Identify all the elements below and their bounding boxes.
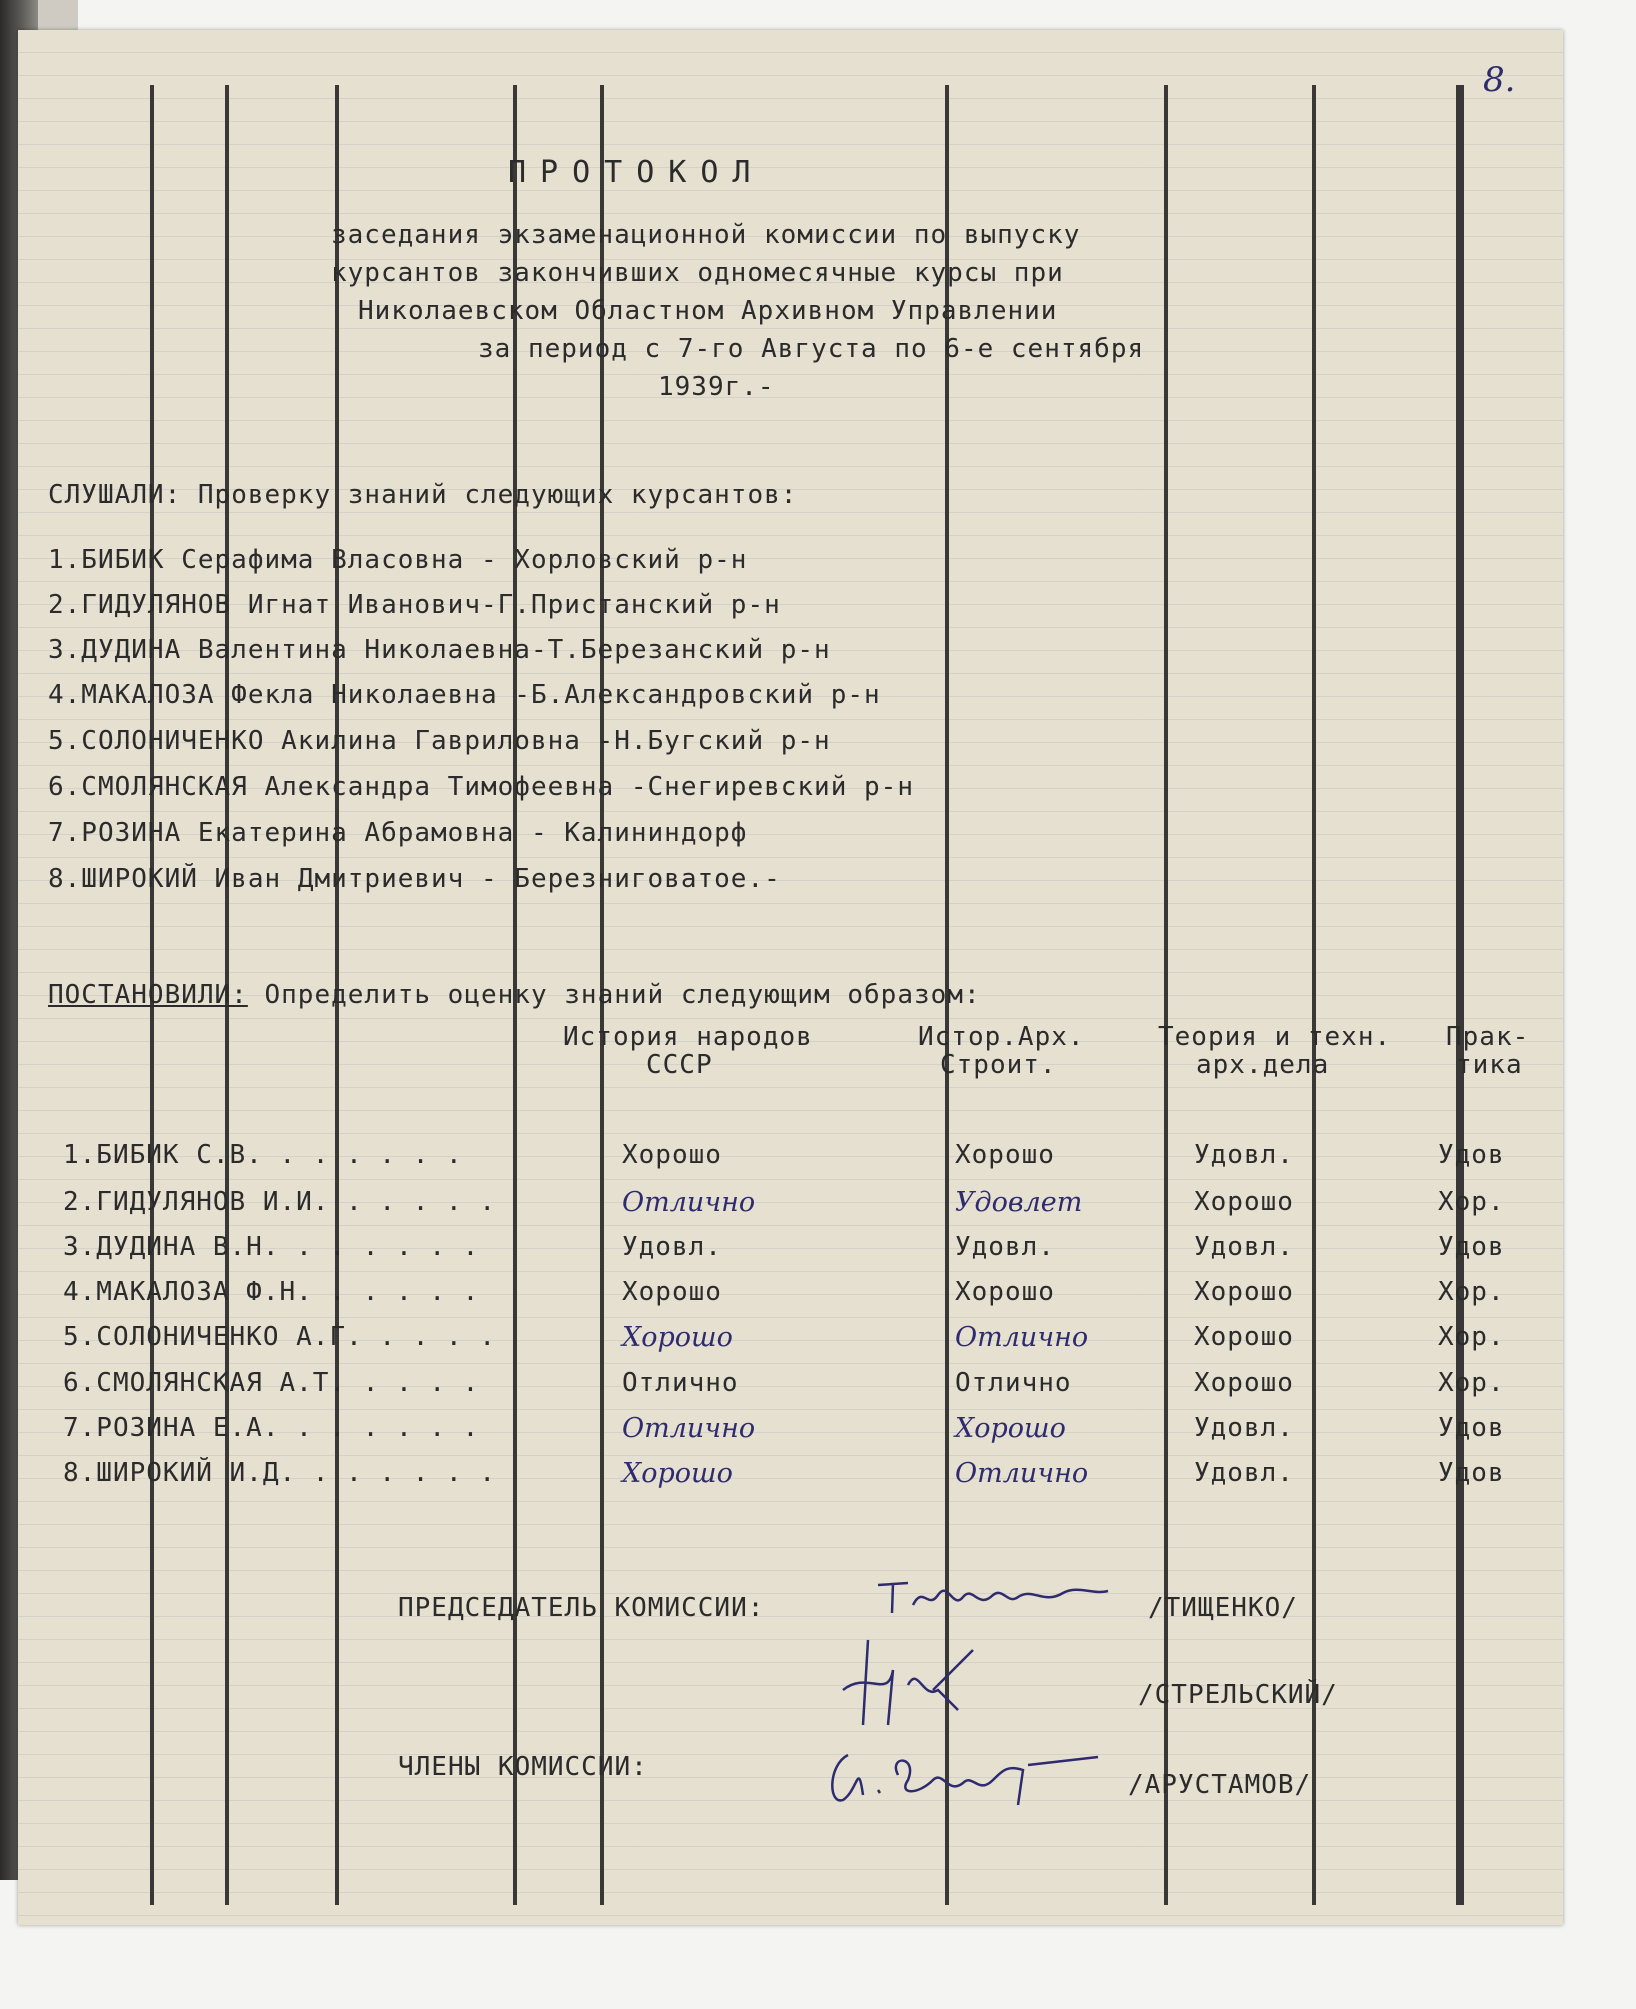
- grade-row-name: 7.РОЗИНА Е.А. . . . . . .: [63, 1413, 480, 1443]
- ruled-line: [1456, 85, 1464, 1905]
- grade-row-name: 6.СМОЛЯНСКАЯ А.Т. . . . .: [63, 1368, 480, 1398]
- grade-row-name: 1.БИБИК С.В. . . . . . .: [63, 1140, 463, 1170]
- column-header: Прак-: [1446, 1022, 1530, 1052]
- subtitle-line: курсантов закончивших одномесячные курсы при: [331, 258, 1064, 288]
- grade-practice: Хор.: [1438, 1277, 1505, 1307]
- grade-archive-building: Удовл.: [955, 1232, 1055, 1262]
- grade-archive-building: Отлично: [955, 1458, 1089, 1489]
- heard-text: Проверку знаний следующих курсантов:: [197, 480, 798, 510]
- document-page: [18, 30, 1563, 1925]
- grade-history: Удовл.: [622, 1232, 722, 1262]
- grade-practice: Удов: [1438, 1458, 1505, 1488]
- column-header: арх.дела: [1196, 1050, 1330, 1080]
- ruled-line: [1312, 85, 1316, 1905]
- grade-practice: Удов: [1438, 1140, 1505, 1170]
- grade-archive-theory: Удовл.: [1194, 1232, 1294, 1262]
- column-header: тика: [1456, 1050, 1523, 1080]
- grade-history: Отлично: [622, 1187, 756, 1218]
- grade-row-name: 2.ГИДУЛЯНОВ И.И. . . . . .: [63, 1187, 496, 1217]
- chairman-name: /ТИЩЕНКО/: [1148, 1593, 1298, 1623]
- member-name: /СТРЕЛЬСКИЙ/: [1138, 1680, 1338, 1710]
- resolved-text: Определить оценку знаний следующим образом:: [264, 980, 981, 1010]
- grade-archive-theory: Хорошо: [1194, 1187, 1294, 1217]
- column-header: История народов: [563, 1022, 813, 1052]
- subtitle-line: 1939г.-: [658, 372, 775, 402]
- document-title: ПРОТОКОЛ: [508, 155, 765, 190]
- subtitle-line: за период с 7-го Августа по 6-е сентября: [478, 334, 1145, 364]
- grade-archive-theory: Удовл.: [1194, 1458, 1294, 1488]
- members-label: ЧЛЕНЫ КОМИССИИ:: [398, 1752, 648, 1782]
- grade-history: Хорошо: [622, 1458, 733, 1489]
- student-line: 2.ГИДУЛЯНОВ Игнат Иванович-Г.Пристанский р-н: [48, 590, 781, 620]
- grade-archive-building: Удовлет: [955, 1187, 1083, 1218]
- student-line: 8.ШИРОКИЙ Иван Дмитриевич - Березниговатое.-: [48, 864, 781, 894]
- page-number: 8.: [1483, 60, 1516, 100]
- member-signature: [818, 1735, 1108, 1815]
- grade-history: Хорошо: [622, 1140, 722, 1170]
- grade-archive-building: Отлично: [955, 1368, 1072, 1398]
- member-signature: [838, 1630, 1038, 1735]
- student-line: 6.СМОЛЯНСКАЯ Александра Тимофеевна -Снегиревский р-н: [48, 772, 914, 802]
- grade-archive-theory: Хорошо: [1194, 1277, 1294, 1307]
- grade-archive-building: Хорошо: [955, 1277, 1055, 1307]
- resolved-label: ПОСТАНОВИЛИ:: [48, 980, 248, 1010]
- grade-archive-theory: Удовл.: [1194, 1140, 1294, 1170]
- ruled-line: [1164, 85, 1168, 1905]
- resolved-section: [48, 980, 981, 1010]
- grade-archive-theory: Хорошо: [1194, 1368, 1294, 1398]
- subtitle-line: заседания экзаменационной комиссии по выпуску: [331, 220, 1081, 250]
- grade-archive-building: Хорошо: [955, 1140, 1055, 1170]
- student-line: 7.РОЗИНА Екатерина Абрамовна - Калининдорф: [48, 818, 748, 848]
- chairman-label: ПРЕДСЕДАТЕЛЬ КОМИССИИ:: [398, 1593, 765, 1623]
- student-line: 4.МАКАЛОЗА Фекла Николаевна -Б.Александровский р-н: [48, 680, 881, 710]
- grade-row-name: 5.СОЛОНИЧЕНКО А.Г. . . . .: [63, 1322, 496, 1352]
- grade-row-name: 4.МАКАЛОЗА Ф.Н. . . . . .: [63, 1277, 480, 1307]
- student-line: 5.СОЛОНИЧЕНКО Акилина Гавриловна -Н.Бугский р-н: [48, 726, 831, 756]
- grade-row-name: 8.ШИРОКИЙ И.Д. . . . . . .: [63, 1458, 496, 1488]
- grade-practice: Хор.: [1438, 1368, 1505, 1398]
- column-header: Теория и техн.: [1158, 1022, 1392, 1052]
- column-header: Истор.Арх.: [918, 1022, 1085, 1052]
- subtitle-line: Николаевском Областном Архивном Управлении: [358, 296, 1058, 326]
- heard-label: СЛУШАЛИ:: [48, 480, 182, 510]
- heard-section: [48, 480, 797, 510]
- grade-history: Отлично: [622, 1368, 739, 1398]
- grade-history: Хорошо: [622, 1322, 733, 1353]
- grade-archive-building: Отлично: [955, 1322, 1089, 1353]
- student-line: 1.БИБИК Серафима Власовна - Хорловский р-н: [48, 545, 748, 575]
- grade-row-name: 3.ДУДИНА В.Н. . . . . . .: [63, 1232, 480, 1262]
- column-header: Строит.: [940, 1050, 1057, 1080]
- grade-practice: Хор.: [1438, 1322, 1505, 1352]
- grade-archive-theory: Удовл.: [1194, 1413, 1294, 1443]
- chairman-signature: [868, 1565, 1128, 1625]
- grade-history: Хорошо: [622, 1277, 722, 1307]
- grade-practice: Удов: [1438, 1232, 1505, 1262]
- grade-archive-theory: Хорошо: [1194, 1322, 1294, 1352]
- column-header: СССР: [646, 1050, 713, 1080]
- grade-practice: Хор.: [1438, 1187, 1505, 1217]
- grade-history: Отлично: [622, 1413, 756, 1444]
- student-line: 3.ДУДИНА Валентина Николаевна-Т.Березанский р-н: [48, 635, 831, 665]
- member-name: /АРУСТАМОВ/: [1128, 1770, 1312, 1800]
- grade-practice: Удов: [1438, 1413, 1505, 1443]
- grade-archive-building: Хорошо: [955, 1413, 1066, 1444]
